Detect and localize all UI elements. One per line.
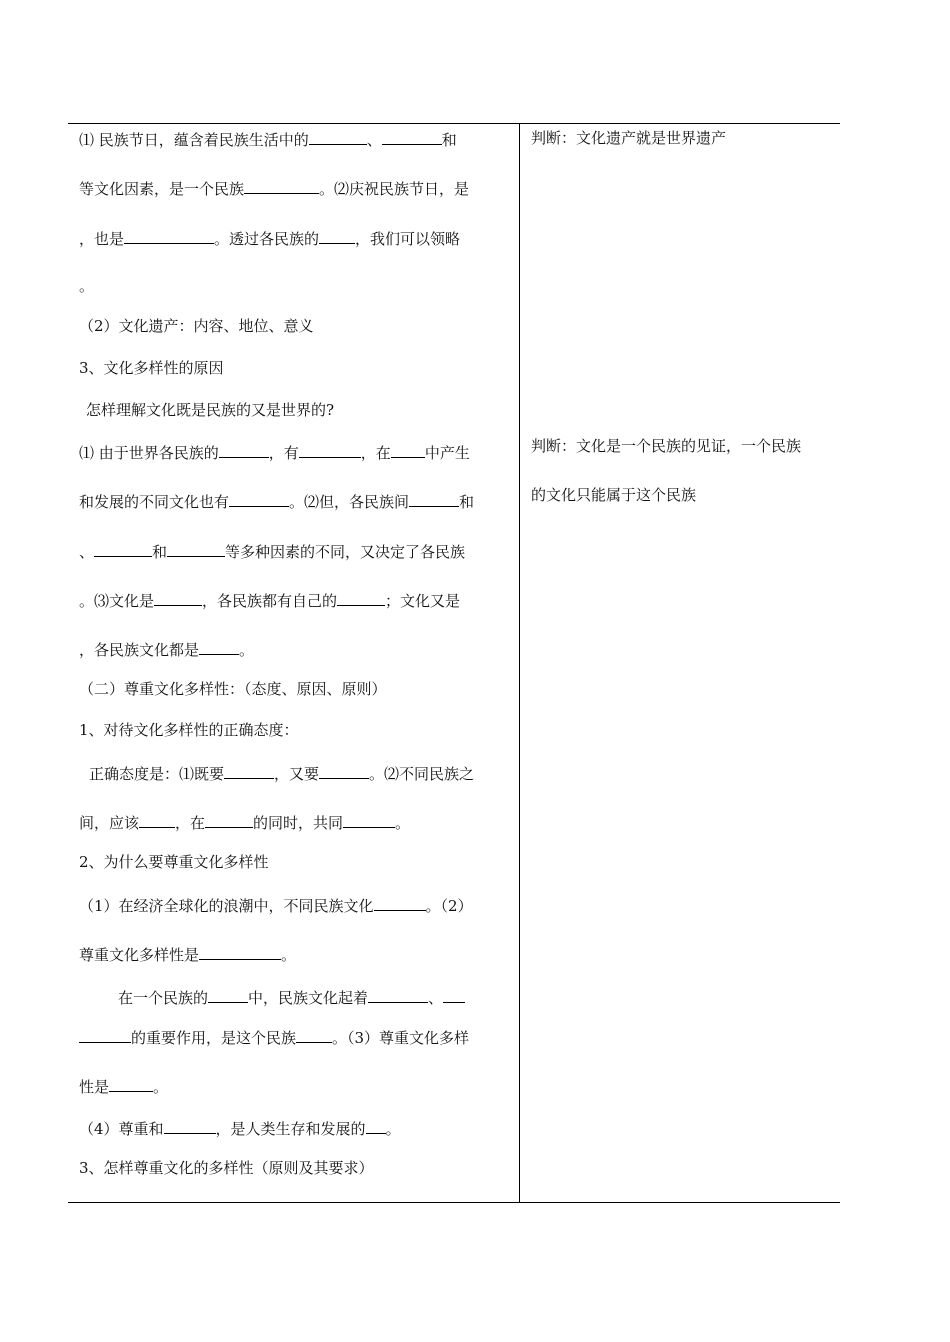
column-divider	[519, 123, 520, 1203]
judgement-2-line-2: 的文化只能属于这个民族	[531, 486, 697, 504]
how-heading: 3、怎样尊重文化的多样性（原则及其要求）	[79, 1159, 374, 1177]
fill-blank[interactable]	[309, 128, 367, 145]
fill-blank[interactable]	[124, 227, 214, 244]
question-line: 怎样理解文化既是民族的又是世界的?	[86, 401, 335, 419]
fill-blank[interactable]	[443, 986, 465, 1003]
fill-blank[interactable]	[224, 762, 274, 779]
why-line-6: （4）尊重和 ，是人类生存和发展的 。	[79, 1117, 401, 1139]
fill-blank[interactable]	[382, 128, 442, 145]
fill-blank[interactable]	[319, 762, 369, 779]
fill-blank[interactable]	[391, 441, 425, 458]
fill-blank[interactable]	[296, 1026, 332, 1043]
festival-line-4: 。	[79, 277, 95, 295]
festival-line-3: ，也是 。透过各民族的 ，我们可以领略	[79, 227, 460, 249]
fill-blank[interactable]	[167, 540, 225, 557]
fill-blank[interactable]	[374, 894, 426, 911]
why-line-5: 性是 。	[79, 1075, 168, 1097]
why-line-2: 尊重文化多样性是 。	[79, 943, 296, 965]
respect-heading: （二）尊重文化多样性：（态度、原因、原则）	[79, 680, 387, 698]
why-heading: 2、为什么要尊重文化多样性	[79, 853, 269, 871]
why-line-1: （1）在经济全球化的浪潮中，不同民族文化 。（2）	[79, 894, 473, 916]
fill-blank[interactable]	[208, 986, 248, 1003]
festival-line-2: 等文化因素，是一个民族 。⑵庆祝民族节日，是	[79, 177, 469, 199]
fill-blank[interactable]	[154, 589, 202, 606]
fill-blank[interactable]	[244, 177, 319, 194]
fill-blank[interactable]	[109, 1075, 153, 1092]
attitude-line-1: 正确态度是：⑴既要 ，又要 。⑵不同民族之	[89, 762, 474, 784]
fill-blank[interactable]	[229, 490, 289, 507]
fill-blank[interactable]	[199, 638, 239, 655]
fill-blank[interactable]	[219, 441, 269, 458]
fill-blank[interactable]	[199, 943, 281, 960]
why-line-3: 在一个民族的 中，民族文化起着 、	[118, 986, 465, 1008]
fill-blank[interactable]	[164, 1117, 216, 1134]
table-top-border	[68, 123, 840, 124]
fill-blank[interactable]	[366, 1117, 386, 1134]
reason-line-2: 和发展的不同文化也有 。⑵但，各民族间 和	[79, 490, 474, 512]
reason-line-1: ⑴ 由于世界各民族的 ，有 ，在 中产生	[79, 441, 470, 463]
festival-line-1: ⑴ 民族节日，蕴含着民族生活中的 、 和	[79, 128, 457, 150]
fill-blank[interactable]	[205, 811, 253, 828]
fill-blank[interactable]	[409, 490, 459, 507]
fill-blank[interactable]	[368, 986, 428, 1003]
fill-blank[interactable]	[343, 811, 395, 828]
reason-line-5: ，各民族文化都是 。	[79, 638, 254, 660]
judgement-1: 判断：文化遗产就是世界遗产	[531, 129, 727, 147]
judgement-2-line-1: 判断：文化是一个民族的见证，一个民族	[531, 437, 802, 455]
heritage-heading: （2）文化遗产：内容、地位、意义	[79, 317, 314, 335]
fill-blank[interactable]	[79, 1026, 131, 1043]
why-line-4: 的重要作用，是这个民族 。（3）尊重文化多样	[79, 1026, 469, 1048]
reason-line-3: 、 和 等多种因素的不同，又决定了各民族	[79, 540, 465, 562]
fill-blank[interactable]	[94, 540, 152, 557]
section-3-heading: 3、文化多样性的原因	[79, 359, 224, 377]
fill-blank[interactable]	[139, 811, 175, 828]
attitude-heading: 1、对待文化多样性的正确态度：	[79, 721, 299, 739]
reason-line-4: 。⑶文化是 ，各民族都有自己的 ；文化又是	[79, 589, 460, 611]
fill-blank[interactable]	[337, 589, 385, 606]
fill-blank[interactable]	[319, 227, 355, 244]
fill-blank[interactable]	[299, 441, 361, 458]
table-bottom-border	[68, 1202, 840, 1203]
attitude-line-2: 间，应该 ，在 的同时，共同 。	[79, 811, 410, 833]
